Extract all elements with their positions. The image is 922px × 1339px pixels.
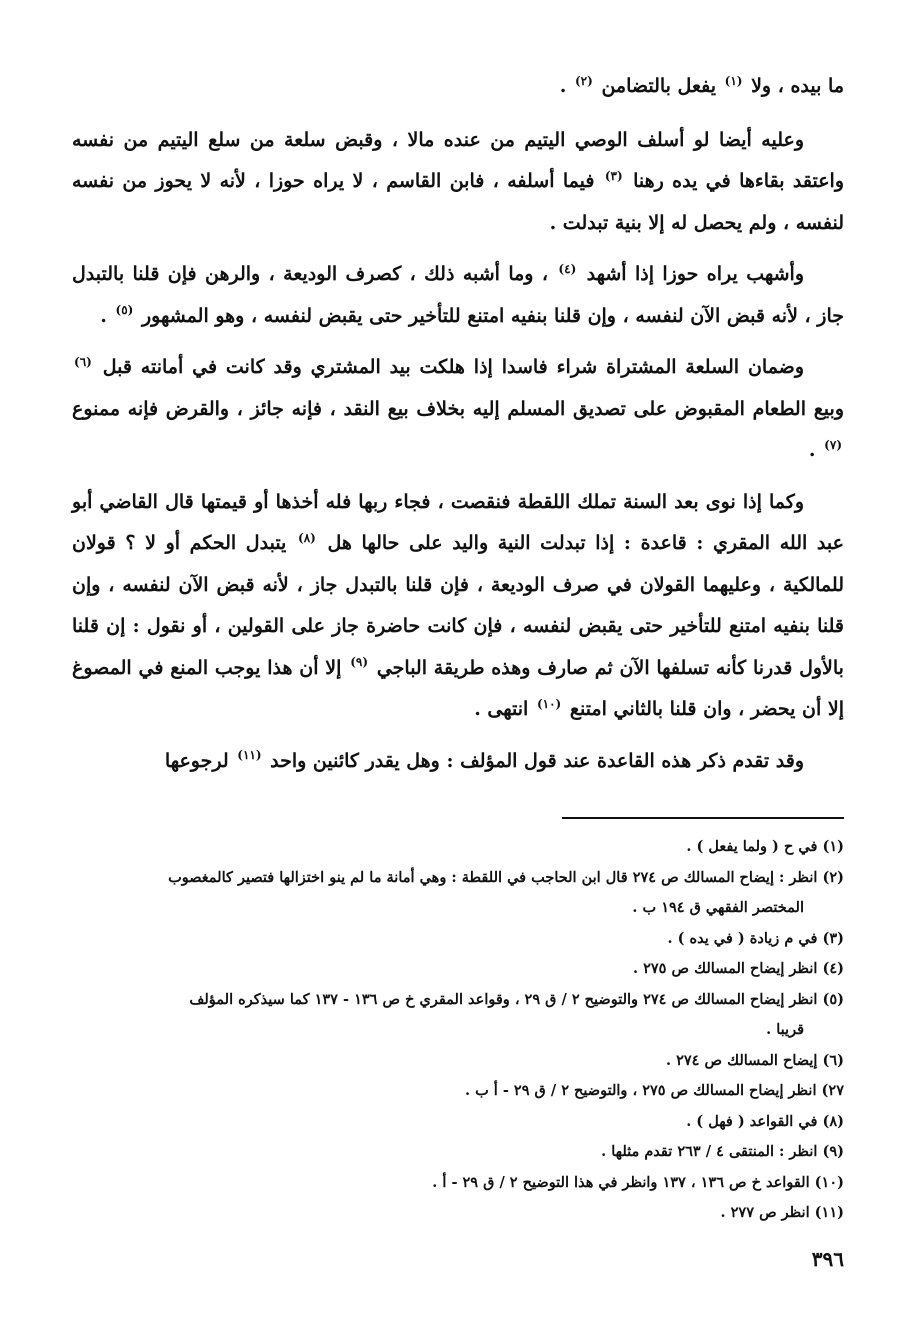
- text-segment: يتبدل الحكم أو لا ؟ قولان للمالكية ، وعليهما القولان في صرف الوديعة ، فإن قلنا بالتبدل جاز ، لأنه قبض الآن لنفسه ، وإن قلنا بنفيه امتنع للتأخير حتى يقبض لنفسه ، فإن كانت حاضرة جاز على القولين ، أو نقول : إن قلنا بالأول قدرنا كأنه تسلفها الآن ثم صارف وهذه طريقة الباجي: [72, 532, 844, 679]
- paragraph-3: [72, 254, 844, 337]
- footnote-separator: [562, 817, 844, 819]
- footnote-number: (٢): [822, 868, 844, 886]
- footnote-text: في القواعد ( فهل ) .: [686, 1112, 818, 1130]
- footnote-number: (٤): [822, 960, 844, 977]
- paragraph-5: [72, 482, 844, 731]
- footnote-ref-11[interactable]: (١١): [237, 748, 262, 763]
- footnote-ref-7[interactable]: (٧): [824, 437, 842, 452]
- text-segment: .: [100, 304, 107, 327]
- footnote-9: [72, 1137, 844, 1168]
- paragraph-2: [72, 120, 844, 245]
- footnote-text: انظر إيضاح المسالك ص ٢٧٥ .: [632, 960, 818, 977]
- footnote-continuation: المختصر الفقهي ق ١٩٤ ب .: [632, 899, 804, 916]
- text-segment: وكما إذا نوى بعد السنة تملك اللقطة فنقصت ، فجاء ربها فله أخذها أو قيمتها قال القاضي أبو عبد الله المقري : قاعدة : إذا تبدلت النية واليد على حالها هل: [72, 490, 844, 554]
- text-segment: ما بيده ، ولا: [751, 75, 844, 97]
- footnote-ref-5[interactable]: (٥): [115, 303, 134, 318]
- footnote-text: في م زيادة ( في يده ) .: [667, 929, 818, 947]
- footnote-number: (٣): [822, 929, 844, 947]
- text-segment: إلا أن هذا يوجب المنع في المصوغ إلا أن يحضر ، وان قلنا بالثاني امتنع: [72, 656, 844, 720]
- footnote-text: إيضاح المسالك ص ٢٧٤ .: [665, 1051, 818, 1069]
- text-segment: انتهى .: [474, 698, 529, 720]
- footnote-number: ٢٧): [821, 1082, 844, 1099]
- footnote-10: [72, 1168, 844, 1199]
- footnote-6: [72, 1046, 844, 1077]
- footnote-text: القواعد خ ص ١٣٦ ، ١٣٧ وانظر في هذا التوضيح ٢ / ق ٢٩ - أ .: [432, 1173, 810, 1191]
- page-number: ٣٩٦: [811, 1247, 844, 1271]
- text-segment: .: [808, 439, 816, 461]
- footnote-2: [72, 863, 844, 924]
- footnote-ref-9[interactable]: (٩): [350, 655, 369, 670]
- footnote-number: (١): [822, 838, 844, 855]
- footnote-number: (٨): [822, 1112, 844, 1130]
- footnote-number: (٦): [822, 1051, 844, 1069]
- footnote-text: انظر : المنتقى ٤ / ٢٦٣ تقدم مثلها .: [601, 1143, 818, 1160]
- footnote-number: (١١): [814, 1204, 844, 1221]
- footnote-5: [72, 985, 844, 1046]
- paragraph-1: [72, 66, 844, 108]
- text-segment: وأشهب يراه حوزا إذا أشهد: [586, 263, 804, 285]
- text-segment: وبيع الطعام المقبوض على تصديق المسلم إليه بخلاف بيع النقد ، فإنه جائز ، والقرض فإنه ممنوع: [72, 397, 844, 420]
- footnote-text: انظر : إيضاح المسالك ص ٢٧٤ قال ابن الحاجب في اللقطة : وهي أمانة ما لم ينو اختزالها فتصير كالمغصوب: [168, 868, 818, 886]
- text-segment: وعليه أيضا لو أسلف الوصي اليتيم من عنده مالا ، وقبض سلعة من سلع اليتيم من نفسه واعتقد بقاءها في يده رهنا: [72, 128, 844, 192]
- footnote-ref-4[interactable]: (٤): [558, 261, 577, 276]
- footnote-ref-6[interactable]: (٦): [74, 354, 92, 369]
- footnote-number: (١٠): [814, 1173, 844, 1191]
- footnote-text: انظر إيضاح المسالك ص ٢٧٤ والتوضيح ٢ / ق ٢٩ ، وقواعد المقري خ ص ١٣٦ - ١٣٧ كما سيذكره المؤلف: [189, 990, 818, 1008]
- footnote-ref-3[interactable]: (٣): [604, 168, 623, 183]
- text-segment: لرجوعها: [164, 749, 229, 772]
- footnote-ref-10[interactable]: (١٠): [536, 696, 562, 711]
- footnote-ref-8[interactable]: (٨): [298, 530, 316, 545]
- footnote-continuation: قريبا .: [766, 1021, 804, 1038]
- footnote-11: [72, 1198, 844, 1229]
- paragraph-6: [72, 741, 844, 783]
- footnote-7: [72, 1076, 844, 1107]
- footnote-number: (٥): [822, 990, 844, 1008]
- footnote-ref-2[interactable]: (٢): [574, 73, 593, 88]
- text-segment: .: [559, 75, 567, 97]
- footnote-8: [72, 1107, 844, 1138]
- footnote-ref-1[interactable]: (١): [724, 73, 743, 88]
- text-segment: وضمان السلعة المشتراة شراء فاسدا إذا هلكت بيد المشتري وقد كانت في أمانته قبل: [102, 356, 804, 378]
- footnotes-section: [72, 832, 844, 1229]
- footnote-3: [72, 924, 844, 955]
- footnote-text: في ح ( ولما يفعل ) .: [686, 838, 818, 855]
- footnote-number: (٩): [822, 1143, 844, 1160]
- footnote-1: [72, 832, 844, 863]
- main-body-text: [72, 66, 844, 782]
- text-segment: ، وما أشبه ذلك ، كصرف الوديعة ، والرهن فإن قلنا بالتبدل جاز ، لأنه قبض الآن لنفسه ، وإن قلنا بنفيه امتنع للتأخير حتى يقبض لنفسه ، وهو المشهور: [72, 263, 844, 327]
- footnote-4: [72, 954, 844, 985]
- paragraph-4: [72, 347, 844, 472]
- footnote-text: انظر إيضاح المسالك ص ٢٧٥ ، والتوضيح ٢ / ق ٢٩ - أ ب .: [464, 1082, 817, 1099]
- footnote-text: انظر ص ٢٧٧ .: [720, 1204, 810, 1221]
- text-segment: يفعل بالتضامن: [601, 75, 717, 97]
- text-segment: فيما أسلفه ، فابن القاسم ، لا يراه حوزا ، لأنه لا يحوز من نفسه لنفسه ، ولم يحصل له إلا بنية تبدلت .: [72, 170, 844, 234]
- text-segment: وقد تقدم ذكر هذه القاعدة عند قول المؤلف : وهل يقدر كائنين واحد: [270, 749, 804, 772]
